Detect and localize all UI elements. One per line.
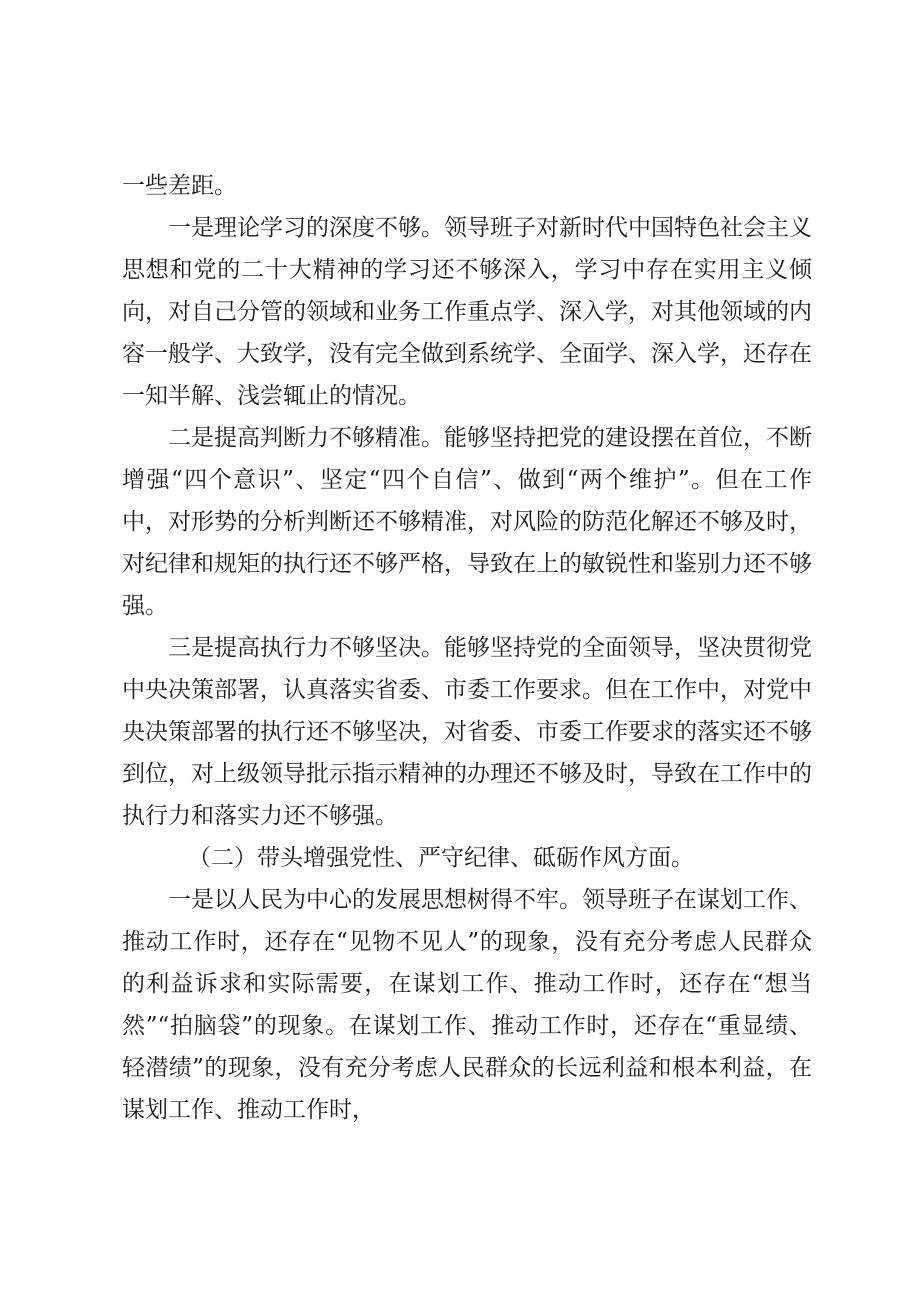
- paragraph-judgment: 二是提高判断力不够精准。能够坚持把党的建设摆在首位，不断增强“四个意识”、坚定“四个自信”、做到“两个维护”。但在工作中，对形势的分析判断还不够精准，对风险的防范化解还不够及时，对纪律和规矩的执行还不够严格，导致在上的敏锐性和鉴别力还不够强。: [122, 425, 812, 619]
- paragraph-theory-study: 一是理论学习的深度不够。领导班子对新时代中国特色社会主义思想和党的二十大精神的学习还不够深入，学习中存在实用主义倾向，对自己分管的领域和业务工作重点学、深入学，对其他领域的内容一般学、大致学，没有完全做到系统学、全面学、深入学，还存在一知半解、浅尝辄止的情况。: [122, 215, 812, 409]
- paragraph-execution: 三是提高执行力不够坚决。能够坚持党的全面领导，坚决贯彻党中央决策部署，认真落实省委、市委工作要求。但在工作中，对党中央决策部署的执行还不够坚决，对省委、市委工作要求的落实还不够到位，对上级领导批示指示精神的办理还不够及时，导致在工作中的执行力和落实力还不够强。: [122, 635, 812, 829]
- paragraph-people-centered: 一是以人民为中心的发展思想树得不牢。领导班子在谋划工作、推动工作时，还存在“见物不见人”的现象，没有充分考虑人民群众的利益诉求和实际需要，在谋划工作、推动工作时，还存在“想当然”“拍脑袋”的现象。在谋划工作、推动工作时，还存在“重显绩、轻潜绩”的现象，没有充分考虑人民群众的长远利益和根本利益，在谋划工作、推动工作时，: [122, 887, 812, 1123]
- document-body: [122, 165, 812, 1131]
- paragraph-continuation: 一些差距。: [122, 173, 237, 199]
- section-heading: （二）带头增强党性、严守纪律、砥砺作风方面。: [188, 845, 694, 871]
